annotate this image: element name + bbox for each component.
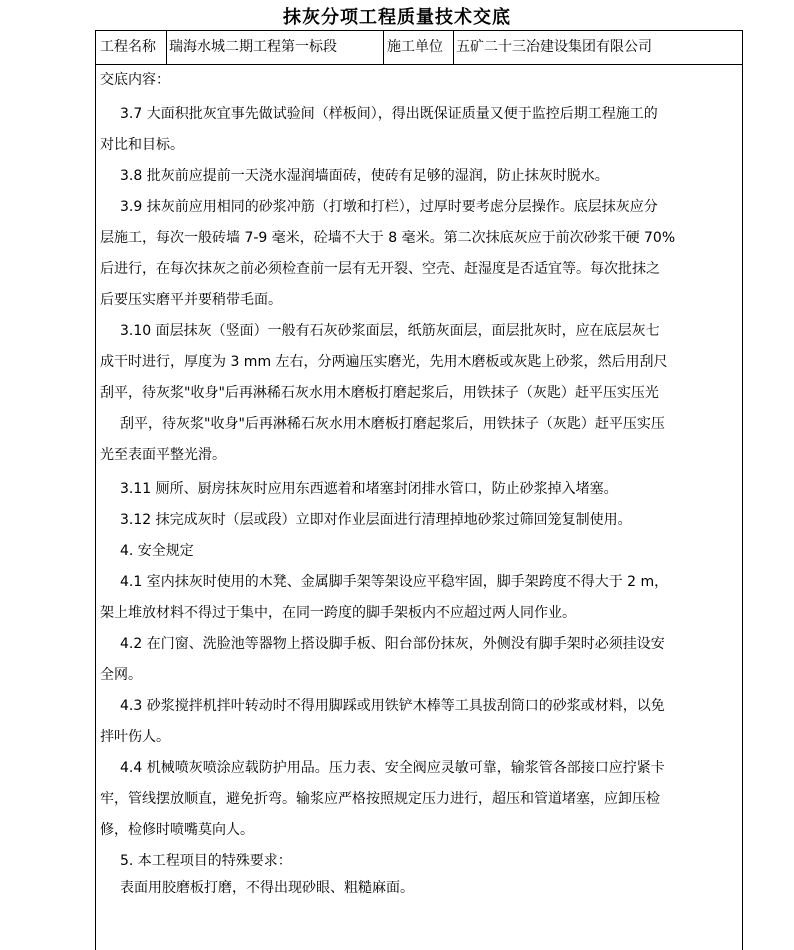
- content-line: 4.4 机械喷灰喷涂应载防护用品。压力表、安全阀应灵敏可靠，输浆管各部接口应拧紧卡: [120, 760, 665, 776]
- content-line: 3.10 面层抹灰（竖面）一般有石灰砂浆面层，纸筋灰面层，面层批灰时，应在底层灰七: [120, 323, 660, 339]
- header-row: [96, 31, 742, 65]
- content-line: 牢，管线摆放顺直，避免折弯。输浆应严格按照规定压力进行，超压和管道堵塞，应卸压检: [100, 791, 660, 807]
- content-line: 对比和目标。: [100, 137, 184, 153]
- content-line: 刮平，待灰浆"收身"后再淋稀石灰水用木磨板打磨起浆后，用铁抹子（灰匙）赶平压实压光: [100, 385, 659, 401]
- content-line: 刮平，待灰浆"收身"后再淋稀石灰水用木磨板打磨起浆后，用铁抹子（灰匙）赶平压实压: [120, 416, 665, 432]
- content-line: 3.7 大面积批灰宜事先做试验间（样板间），得出既保证质量又便于监控后期工程施工的: [120, 106, 658, 122]
- content-line: 修，检修时喷嘴莫向人。: [100, 822, 254, 838]
- content-line: 3.11 厕所、厨房抹灰时应用东西遮着和堵塞封闭排水管口，防止砂浆掉入堵塞。: [120, 481, 618, 497]
- content-line: 4.2 在门窗、洗脸池等器物上搭设脚手板、阳台部份抹灰，外侧没有脚手架时必须挂设安: [120, 636, 665, 652]
- content-line: 3.9 抹灰前应用相同的砂浆冲筋（打墩和打栏），过厚时要考虑分层操作。底层抹灰应分: [120, 199, 658, 215]
- construction-unit-value: 五矿二十三冶建设集团有限公司: [456, 39, 652, 55]
- divider: [453, 31, 454, 64]
- content-line: 4.3 砂浆搅拌机拌叶转动时不得用脚踩或用铁铲木棒等工具拔刮筒口的砂浆或材料，以免: [120, 698, 665, 714]
- content-line: 架上堆放材料不得过于集中，在同一跨度的脚手架板内不应超过两人同作业。: [100, 605, 576, 621]
- content-line: 层施工，每次一般砖墙 7-9 毫米，砼墙不大于 8 毫米。第二次抹底灰应于前次砂浆干硬 70%: [100, 230, 676, 246]
- content-line: 后进行，在每次抹灰之前必须检查前一层有无开裂、空壳、赶湿度是否适宜等。每次批抹之: [100, 261, 660, 277]
- content-line: 5. 本工程项目的特殊要求：: [120, 853, 292, 869]
- content-line: 拌叶伤人。: [100, 729, 170, 745]
- content-line: 全网。: [100, 667, 142, 683]
- project-name-label: 工程名称: [100, 39, 156, 55]
- divider: [166, 31, 167, 64]
- content-line: 后要压实磨平并要稍带毛面。: [100, 292, 282, 308]
- document-title: 抹灰分项工程质量技术交底: [283, 7, 511, 28]
- content-line: 成干时进行，厚度为 3 mm 左右，分两遍压实磨光，先用木磨板或灰匙上砂浆，然后用刮尺: [100, 354, 668, 370]
- project-name-value: 瑞海水城二期工程第一标段: [169, 39, 337, 55]
- content-line: 表面用胶磨板打磨，不得出现砂眼、粗糙麻面。: [120, 880, 414, 896]
- document-table: [95, 30, 743, 950]
- content-heading: 交底内容：: [100, 72, 170, 88]
- content-line: 光至表面平整光滑。: [100, 447, 226, 463]
- content-line: 4.1 室内抹灰时使用的木凳、金属脚手架等架设应平稳牢固，脚手架跨度不得大于 2 m，: [120, 574, 669, 590]
- content-line: 3.12 抹完成灰时（层或段）立即对作业层面进行清理掉地砂浆过筛回笼复制使用。: [120, 512, 632, 528]
- construction-unit-label: 施工单位: [387, 39, 443, 55]
- divider: [383, 31, 384, 64]
- content-line: 3.8 批灰前应提前一天浇水湿润墙面砖，使砖有足够的湿润，防止抹灰时脱水。: [120, 168, 609, 184]
- content-line: 4. 安全规定: [120, 543, 194, 559]
